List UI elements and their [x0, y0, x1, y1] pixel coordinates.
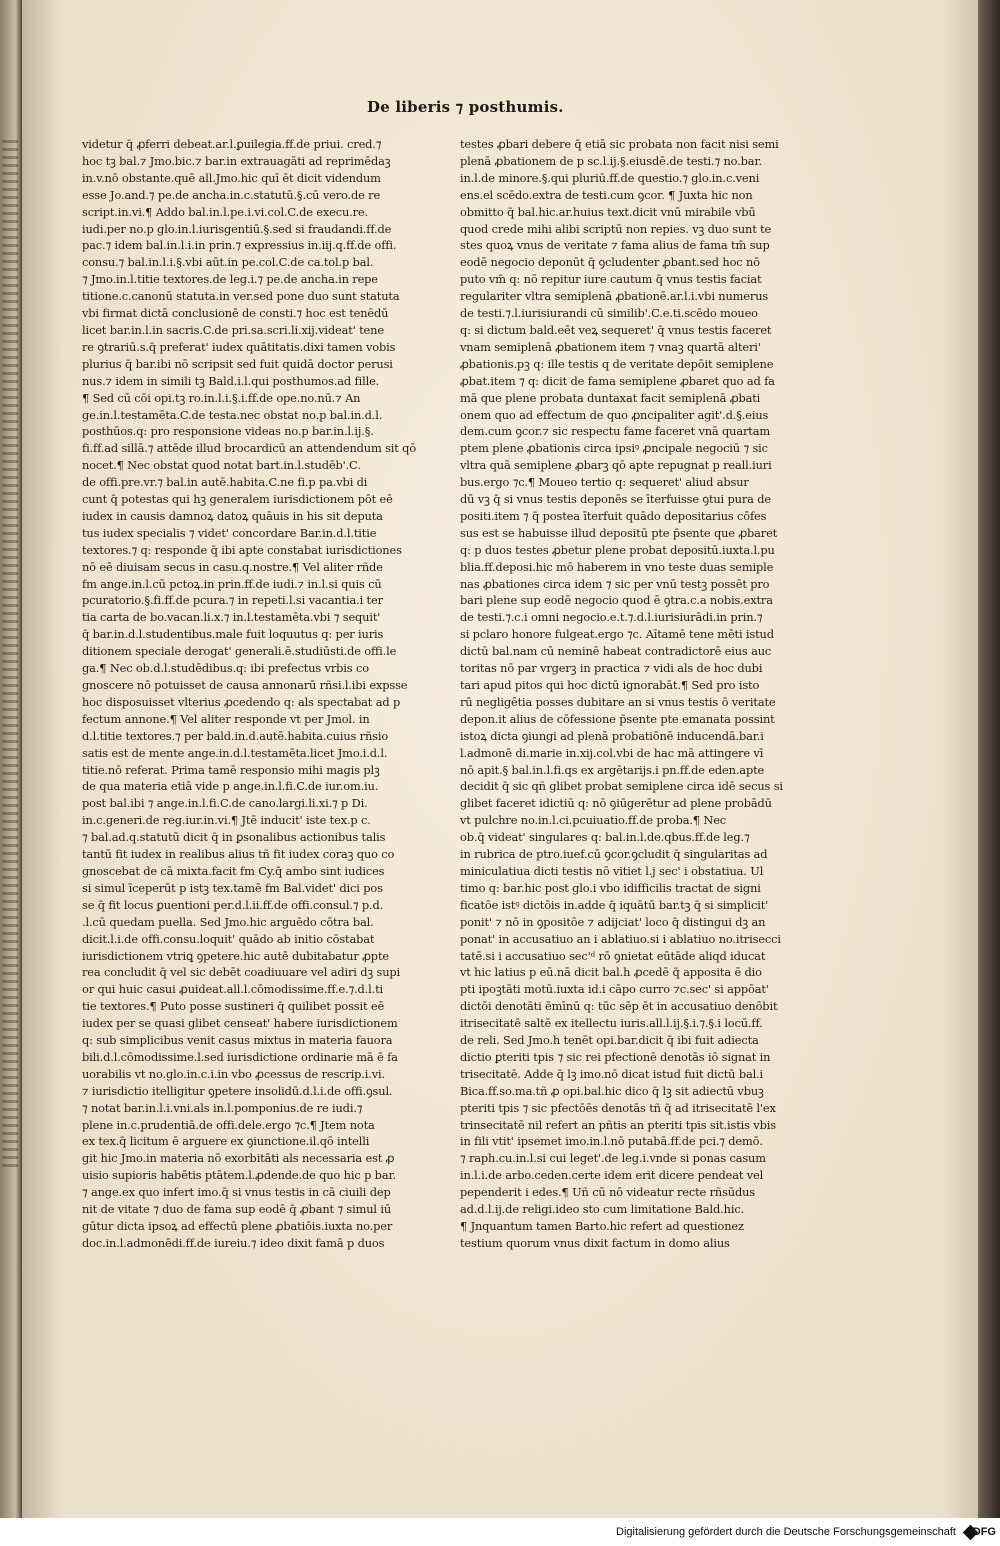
text-line: iurisdictionem vtriꝗ ꝯpetere.hic autē dubitabatur ꝓpte — [82, 948, 389, 963]
text-line: ponit' ⁊ nō in ꝯpositōe ⁊ adijciat' loco q̄ distingui dꝫ an — [460, 914, 766, 929]
text-line: ꝓbat.item ⁊ q: dicit de fama semiplene ꝓbaret quo ad fa — [460, 373, 775, 388]
text-line: itrisecitatē saltē ex itellectu iuris.all.l.ij.§.i.⁊.§.i locū.ff. — [460, 1016, 763, 1031]
text-line: nō eē diuisam secus in casu.q.nostre.¶ Vel aliter rñde — [82, 559, 383, 574]
text-line: doc.in.l.admonēdi.ff.de iureiu.⁊ ideo dixit famā p duos — [82, 1235, 385, 1250]
text-line: consu.⁊ bal.in.l.i.§.vbi aūt.in pe.col.C.de ca.tol.p bal. — [82, 255, 374, 270]
text-line: d.l.titie textores.⁊ per bald.in.d.autē.habita.cuius rñsio — [82, 728, 389, 743]
text-line: pti ipoꝫtāti motū.iuxta id.i cāpo curro ⁊c.sec' si appōat' — [460, 982, 769, 997]
text-line: .l.cū quedam puella. Sed Jmo.hic arguēdo cōtra bal. — [82, 914, 374, 929]
text-line: si simul īceperūt p istꝫ tex.tamē fm Bal.videt' dici pos — [82, 880, 383, 895]
text-line: dictōi denotāti ēmīnū q: tūc sēp ēt in accusatiuo denōbit — [460, 999, 778, 1014]
text-line: tari apud pitos qui hoc dictū ignorabāt.¶ Sed pro isto — [460, 678, 760, 692]
text-line: in fili vtit' ipsemet imo.in.l.nō putabā.ff.de pci.⁊ demō. — [460, 1134, 763, 1149]
text-line: sus est se habuisse illud depositū pte p̄sente que ꝓbaret — [460, 525, 778, 540]
text-line: q: si dictum bald.eēt veꝝ sequeret' q̄ vnus testis faceret — [460, 322, 772, 337]
text-line: titione.c.canonū statuta.in ver.sed pone duo sunt statuta — [82, 289, 400, 304]
text-line: tatē.si i accusatiuo sec'ᵈ rō ꝯnietat eūtāde aliqd iducat — [460, 948, 766, 963]
text-line: in.l.de minore.§.qui pluriū.ff.de questio.⁊ glo.in.c.veni — [460, 170, 760, 185]
page-fore-edge — [978, 0, 1000, 1518]
text-line: tie textores.¶ Puto posse sustineri q̄ quilibet possit eē — [82, 999, 385, 1014]
text-line: de reli. Sed Jmo.h tenēt opi.bar.dicit q̄ ibi fuit adiecta — [460, 1033, 759, 1048]
text-line: q̄ bar.in.d.l.studentibus.male fuit loquutus q: per iuris — [82, 627, 384, 642]
text-line: se q̄ fit locus ꝑuentioni per.d.l.ii.ff.de offi.consul.⁊ p.d. — [82, 897, 384, 912]
text-line: iudex per se quasi glibet censeat' habere iurisdictionem — [82, 1016, 398, 1031]
text-line: decidit q̄ sic qñ glibet probat semiplene circa idē secus si — [460, 779, 783, 794]
text-line: ficatōe istꝰ dictōis in.adde q̄ iquātū bar.tꝫ q̄ si simplicit' — [460, 897, 769, 912]
text-line: ponat' in accusatiuo an i ablatiuo.si i ablatiuo no.itrisecci — [460, 931, 781, 946]
text-line: cunt q̄ potestas qui hꝫ generalem iurisdictionem pōt eē — [82, 492, 393, 507]
text-line: vt hic latius p eū.nā dicit bal.h ꝓcedē q̄ apposita ē dio — [460, 965, 762, 980]
text-line: dū vꝫ q̄ si vnus testis deponēs se īterfuisse ꝯtui pura de — [460, 492, 771, 507]
text-line: fectum annone.¶ Vel aliter responde vt per Jmol. in — [82, 711, 370, 726]
text-line: vbi firmat dictā conclusionē de consti.⁊ hoc est tenēdū — [82, 306, 389, 321]
text-line: iudex in causis damnoꝝ datoꝝ quāuis in his sit deputa — [82, 508, 383, 523]
text-line: tantū fit iudex in realibus alius tñ fit iudex coraꝫ quo co — [82, 847, 395, 862]
text-line: dicit.l.i.de offi.consu.loquit' quādo ab initio cōstabat — [82, 931, 375, 946]
text-line: in rubrica de ptro.iuef.cū ꝯcor.ꝯcludit q̄ singularitas ad — [460, 847, 768, 862]
text-line: onem quo ad effectum de quo ꝓncipaliter agit'.d.§.eius — [460, 407, 769, 422]
text-line: blia.ff.deposi.hic mō haberem in vno teste duas semiple — [460, 559, 774, 574]
text-line: textores.⁊ q: responde q̄ ibi apte constabat iurisdictiones — [82, 542, 402, 557]
facing-page-edge — [0, 0, 22, 1546]
text-line: ob.q̄ videat' singulares q: bal.in.l.de.qbus.ff.de leg.⁊ — [460, 830, 750, 845]
text-line: git hic Jmo.in materia nō exorbitāti als necessaria est ꝓ — [82, 1151, 395, 1166]
text-line: gnoscere nō potuisset de causa annonarū rñsi.l.ibi expsse — [82, 678, 408, 692]
text-line: dictio ꝑteriti tpis ⁊ sic rei pfectionē denotās iō signat in — [460, 1049, 771, 1064]
text-line: toritas nō par vrgerꝫ in practica ⁊ vidi als de hoc dubi — [460, 661, 763, 676]
text-line: fm ange.in.l.cū pctoꝝ.in prin.ff.de iudi.⁊ in.l.si quis cū — [82, 576, 382, 591]
text-line: post bal.ibi ⁊ ange.in.l.fi.C.de cano.largi.li.xi.⁊ p Di. — [82, 796, 368, 811]
text-line: titie.nō referat. Prima tamē responsio mihi magis plꝫ — [82, 762, 380, 777]
text-line: vt pulchre no.in.l.ci.pcuiuatio.ff.de proba.¶ Nec — [460, 813, 727, 828]
text-line: ex tex.q̄ licitum ē arguere ex ꝯiunctione.il.qō intelli — [82, 1134, 370, 1149]
text-line: si pclaro honore fulgeat.ergo ⁊c. Aītamē tene mēti istud — [460, 627, 774, 642]
text-line: ga.¶ Nec ob.d.l.studēdibus.q: ibi prefectus vrbis co — [82, 661, 369, 676]
text-line: dictū bal.nam cū neminē habeat contradictorē eius auc — [460, 644, 772, 659]
text-line: ad.d.l.ij.de religi.ideo sto cum limitatione Bald.hic. — [460, 1202, 745, 1217]
text-line: tus iudex specialis ⁊ videt' concordare Bar.in.d.l.titie — [82, 525, 377, 540]
funding-notice: Digitalisierung gefördert durch die Deutsche Forschungsgemeinschaft — [616, 1526, 956, 1538]
text-line: nō apit.§ bal.in.l.fi.qs ex argētarijs.i pn.ff.de eden.apte — [460, 762, 765, 777]
facing-page-text-bleed — [2, 140, 18, 1170]
text-line: miniculatiua dicti testis nō vitiet l.j sec' i obstatiua. Ul — [460, 863, 764, 878]
text-line: ptem plene ꝓbationis circa ipsiꝰ ꝓncipale negociū ⁊ sic — [460, 441, 768, 456]
text-line: ⁊ iurisdictio itelligitur ꝯpetere insolidū.d.l.i.de offi.ꝯsul. — [82, 1083, 393, 1098]
text-line: re ꝯtrariū.s.q̄ preferat' iudex quātitatis.dixi tamen vobis — [82, 339, 396, 354]
text-line: trinsecitatē nil refert an pñtis an pteriti tpis sit.istis vbis — [460, 1117, 776, 1132]
text-line: bus.ergo ⁊c.¶ Moueo tertio q: sequeret' aliud absur — [460, 475, 749, 490]
book-page — [22, 0, 982, 1518]
text-line: in.v.nō obstante.quē all.Jmo.hic quī ēt dicit videndum — [82, 170, 381, 185]
text-line: Bica.ff.so.ma.tñ ꝓ opi.bal.hic dico q̄ lꝫ sit adiectū vbuꝫ — [460, 1083, 764, 1098]
text-line: nus.⁊ idem in simili tꝫ Bald.i.l.qui posthumos.ad fille. — [82, 373, 380, 388]
text-line: rū negligētia posses dubitare an si vnus testis ō veritate — [460, 694, 776, 709]
text-line: ditionem speciale derogat' generali.ē.studiūsti.de offi.le — [82, 644, 397, 659]
text-line: de testi.⁊.c.i omni negocio.e.t.⁊.d.l.iurisiurādi.in prin.⁊ — [460, 610, 763, 625]
text-line: depon.it alius de cōfessione p̄sente pte emanata possint — [460, 711, 775, 726]
text-line: iudi.per no.p glo.in.l.iurisgentiū.§.sed si fraudandi.ff.de — [82, 221, 392, 236]
text-line: gūtur dicta ipsoꝝ ad effectū plene ꝓbatiōis.iuxta no.per — [82, 1219, 393, 1233]
text-line: ens.el scēdo.extra de testi.cum ꝯcor. ¶ Juxta hic non — [460, 187, 753, 202]
text-line: de offi.pre.vr.⁊ bal.in autē.habita.C.ne fi.p pa.vbi di — [82, 475, 368, 490]
running-head: De liberis ⁊ posthumis. — [367, 98, 564, 116]
text-line: q: p duos testes ꝓbetur plene probat depositū.iuxta.l.pu — [460, 542, 775, 557]
text-line: regulariter vltra semiplenā ꝓbationē.ar.l.i.vbi numerus — [460, 289, 769, 304]
text-line: ⁊ bal.ad.q.statutū dicit q̄ in ꝑsonalibus actionibus talis — [82, 830, 386, 845]
left-text-column — [82, 136, 432, 1252]
text-line: bili.d.l.cōmodissime.l.sed iurisdictione ordinarie mā ē fa — [82, 1049, 398, 1064]
text-line: esse Jo.and.⁊ pe.de ancha.in.c.statutū.§.cū vero.de re — [82, 187, 381, 202]
text-line: satis est de mente ange.in.d.l.testamēta.licet Jmo.i.d.l. — [82, 745, 388, 760]
text-line: ge.in.l.testamēta.C.de testa.nec obstat no.p bal.in.d.l. — [82, 407, 383, 422]
text-line: in.l.i.de arbo.ceden.certe idem erit dicere pendeat vel — [460, 1168, 764, 1183]
text-line: gnoscebat de cā mixta.facit fm Cy.q̄ ambo sint iudices — [82, 863, 385, 878]
text-line: de qua materia etiā vide p ange.in.l.fi.C.de iur.om.iu. — [82, 779, 379, 794]
text-line: script.in.vi.¶ Addo bal.in.l.pe.i.vi.col.C.de execu.re. — [82, 204, 368, 219]
text-line: nit de vitate ⁊ duo de fama sup eodē q̄ ꝓbant ⁊ simul iū — [82, 1202, 392, 1217]
right-text-column — [460, 136, 805, 1252]
text-line: pcuratorio.§.fi.ff.de pcura.⁊ in repeti.l.si vacantia.i ter — [82, 593, 383, 608]
text-line: istoꝝ dicta ꝯiungi ad plenā probatiōnē inducendā.bar.i — [460, 728, 764, 743]
text-line: rea concludit q̄ vel sic debēt coadiuuare vel adiri dꝫ supi — [82, 965, 401, 980]
text-line: tia carta de bo.vacan.li.x.⁊ in.l.testamēta.vbi ⁊ sequit' — [82, 610, 381, 625]
text-line: trisecitatē. Adde q̄ lꝫ imo.nō dicat istud fuit dictū bal.i — [460, 1066, 764, 1081]
text-line: stes quoꝝ vnus de veritate ⁊ fama alius de fama tm̄ sup — [460, 238, 770, 253]
text-line: mā que plene probata duntaxat facit semiplenā ꝓbati — [460, 390, 761, 405]
text-line: nocet.¶ Nec obstat quod notat bart.in.l.studēb'.C. — [82, 458, 361, 473]
text-line: ꝓbationis.pꝫ q: ille testis q de veritate depōit semiplene — [460, 356, 774, 371]
dfg-label: DFG — [972, 1526, 996, 1538]
text-line: or qui huic casui ꝓuideat.all.l.cōmodissime.ff.e.⁊.d.l.ti — [82, 982, 383, 997]
text-line: ⁊ ange.ex quo infert imo.q̄ si vnus testis in cā ciuili dep — [82, 1185, 391, 1200]
text-line: ⁊ raph.cu.in.l.si cui leget'.de leg.i.vnde si ponas casum — [460, 1151, 766, 1166]
text-line: licet bar.in.l.in sacris.C.de pri.sa.scri.li.xij.videat' tene — [82, 322, 384, 337]
text-line: plene in.c.prudentiā.de offi.dele.ergo ⁊c.¶ Jtem nota — [82, 1117, 375, 1132]
text-line: uisio supioris habētis ptātem.l.ꝓdende.de quo hic p bar. — [82, 1168, 396, 1183]
text-line: dem.cum ꝯcor.⁊ sic respectu fame faceret vnā quartam — [460, 424, 771, 439]
text-line: videtur q̄ ꝓferri debeat.ar.l.ꝑuilegia.ff.de priui. cred.⁊ — [82, 137, 382, 151]
text-line: pependerit i edes.¶ Uñ cū nō videatur recte rñsūdus — [460, 1185, 755, 1200]
text-line: pteriti tpis ⁊ sic pfectōēs denotās tñ q̄ ad itrisecitatē l'ex — [460, 1100, 776, 1115]
text-line: in.c.generi.de reg.iur.in.vi.¶ Jtē inducit' iste tex.p c. — [82, 813, 371, 828]
text-line: vnam semiplenā ꝓbationem item ⁊ vnaꝫ quartā alteri' — [460, 339, 761, 354]
digitization-footer — [0, 1518, 1000, 1546]
text-line: nas ꝓbationes circa idem ⁊ sic per vnū testꝫ possēt pro — [460, 576, 770, 591]
text-line: ⁊ Jmo.in.l.titie textores.de leg.i.⁊ pe.de ancha.in repe — [82, 272, 378, 287]
text-line: bari plene sup eodē negocio quod ē ꝯtra.c.a nobis.extra — [460, 593, 773, 608]
text-line: ¶ Sed cū cōi opi.tꝫ ro.in.l.i.§.i.ff.de ope.no.nū.⁊ An — [82, 390, 361, 405]
text-line: posthūos.q: pro responsione videas no.p bar.in.l.ij.§. — [82, 424, 374, 439]
text-line: plenā ꝓbationem de p sc.l.ij.§.eiusdē.de testi.⁊ no.bar. — [460, 153, 762, 168]
text-line: obmitto q̄ bal.hic.ar.huius text.dicit vnū mirabile vbū — [460, 204, 756, 219]
text-line: vltra quā semiplene ꝓbarꝫ qō apte repugnat p reall.iuri — [460, 458, 772, 473]
text-line: testes ꝓbari debere q̄ etiā sic probata non facit nisi semi — [460, 137, 779, 151]
text-line: quod crede mihi alibi scriptū non repies. vꝫ duo sunt te — [460, 221, 772, 236]
text-line: testium quorum vnus dixit factum in domo alius — [460, 1235, 730, 1250]
text-line: positi.item ⁊ q̄ postea īterfuit quādo depositarius cōfes — [460, 508, 767, 523]
text-line: fi.ff.ad sillā.⁊ attēde illud brocardicū an attendendum sit qō — [82, 441, 417, 456]
text-line: puto vm̄ q: nō repitur iure cautum q̄ vnus testis faciat — [460, 272, 762, 287]
text-line: eodē negocio deponūt q̄ ꝯcludenter ꝓbant.sed hoc nō — [460, 255, 760, 270]
text-line: de testi.⁊.l.iurisiurandi cū similib'.C.e.ti.scēdo moueo — [460, 306, 758, 321]
text-line: q: sub simplicibus venit casus mixtus in materia fauora — [82, 1033, 393, 1048]
text-line: l.admonē di.marie in.xij.col.vbi de hac mā attingere vī — [460, 745, 764, 760]
text-line: pac.⁊ idem bal.in.l.i.in prin.⁊ expressius in.iij.q.ff.de offi. — [82, 238, 397, 253]
text-line: ¶ Jnquantum tamen Barto.hic refert ad questionez — [460, 1219, 744, 1233]
text-line: timo q: bar.hic post glo.i vbo idifficilis tractat de signi — [460, 880, 761, 895]
text-line: glibet faceret idictiū q: nō ꝯiūgerētur ad plene probādū — [460, 796, 772, 811]
text-line: uorabilis vt no.glo.in.c.i.in vbo ꝓcessus de rescrip.i.vi. — [82, 1066, 386, 1081]
text-line: hoc disposuisset vlterius ꝓcedendo q: als spectabat ad p — [82, 694, 401, 709]
text-line: hoc tꝫ bal.⁊ Jmo.bic.⁊ bar.in extrauagāti ad reprimēdaꝫ — [82, 153, 391, 168]
text-line: ⁊ notat bar.in.l.i.vni.als in.l.pomponius.de re iudi.⁊ — [82, 1100, 363, 1115]
text-line: plurius q̄ bar.ibi nō scripsit sed fuit quidā doctor perusi — [82, 356, 393, 371]
